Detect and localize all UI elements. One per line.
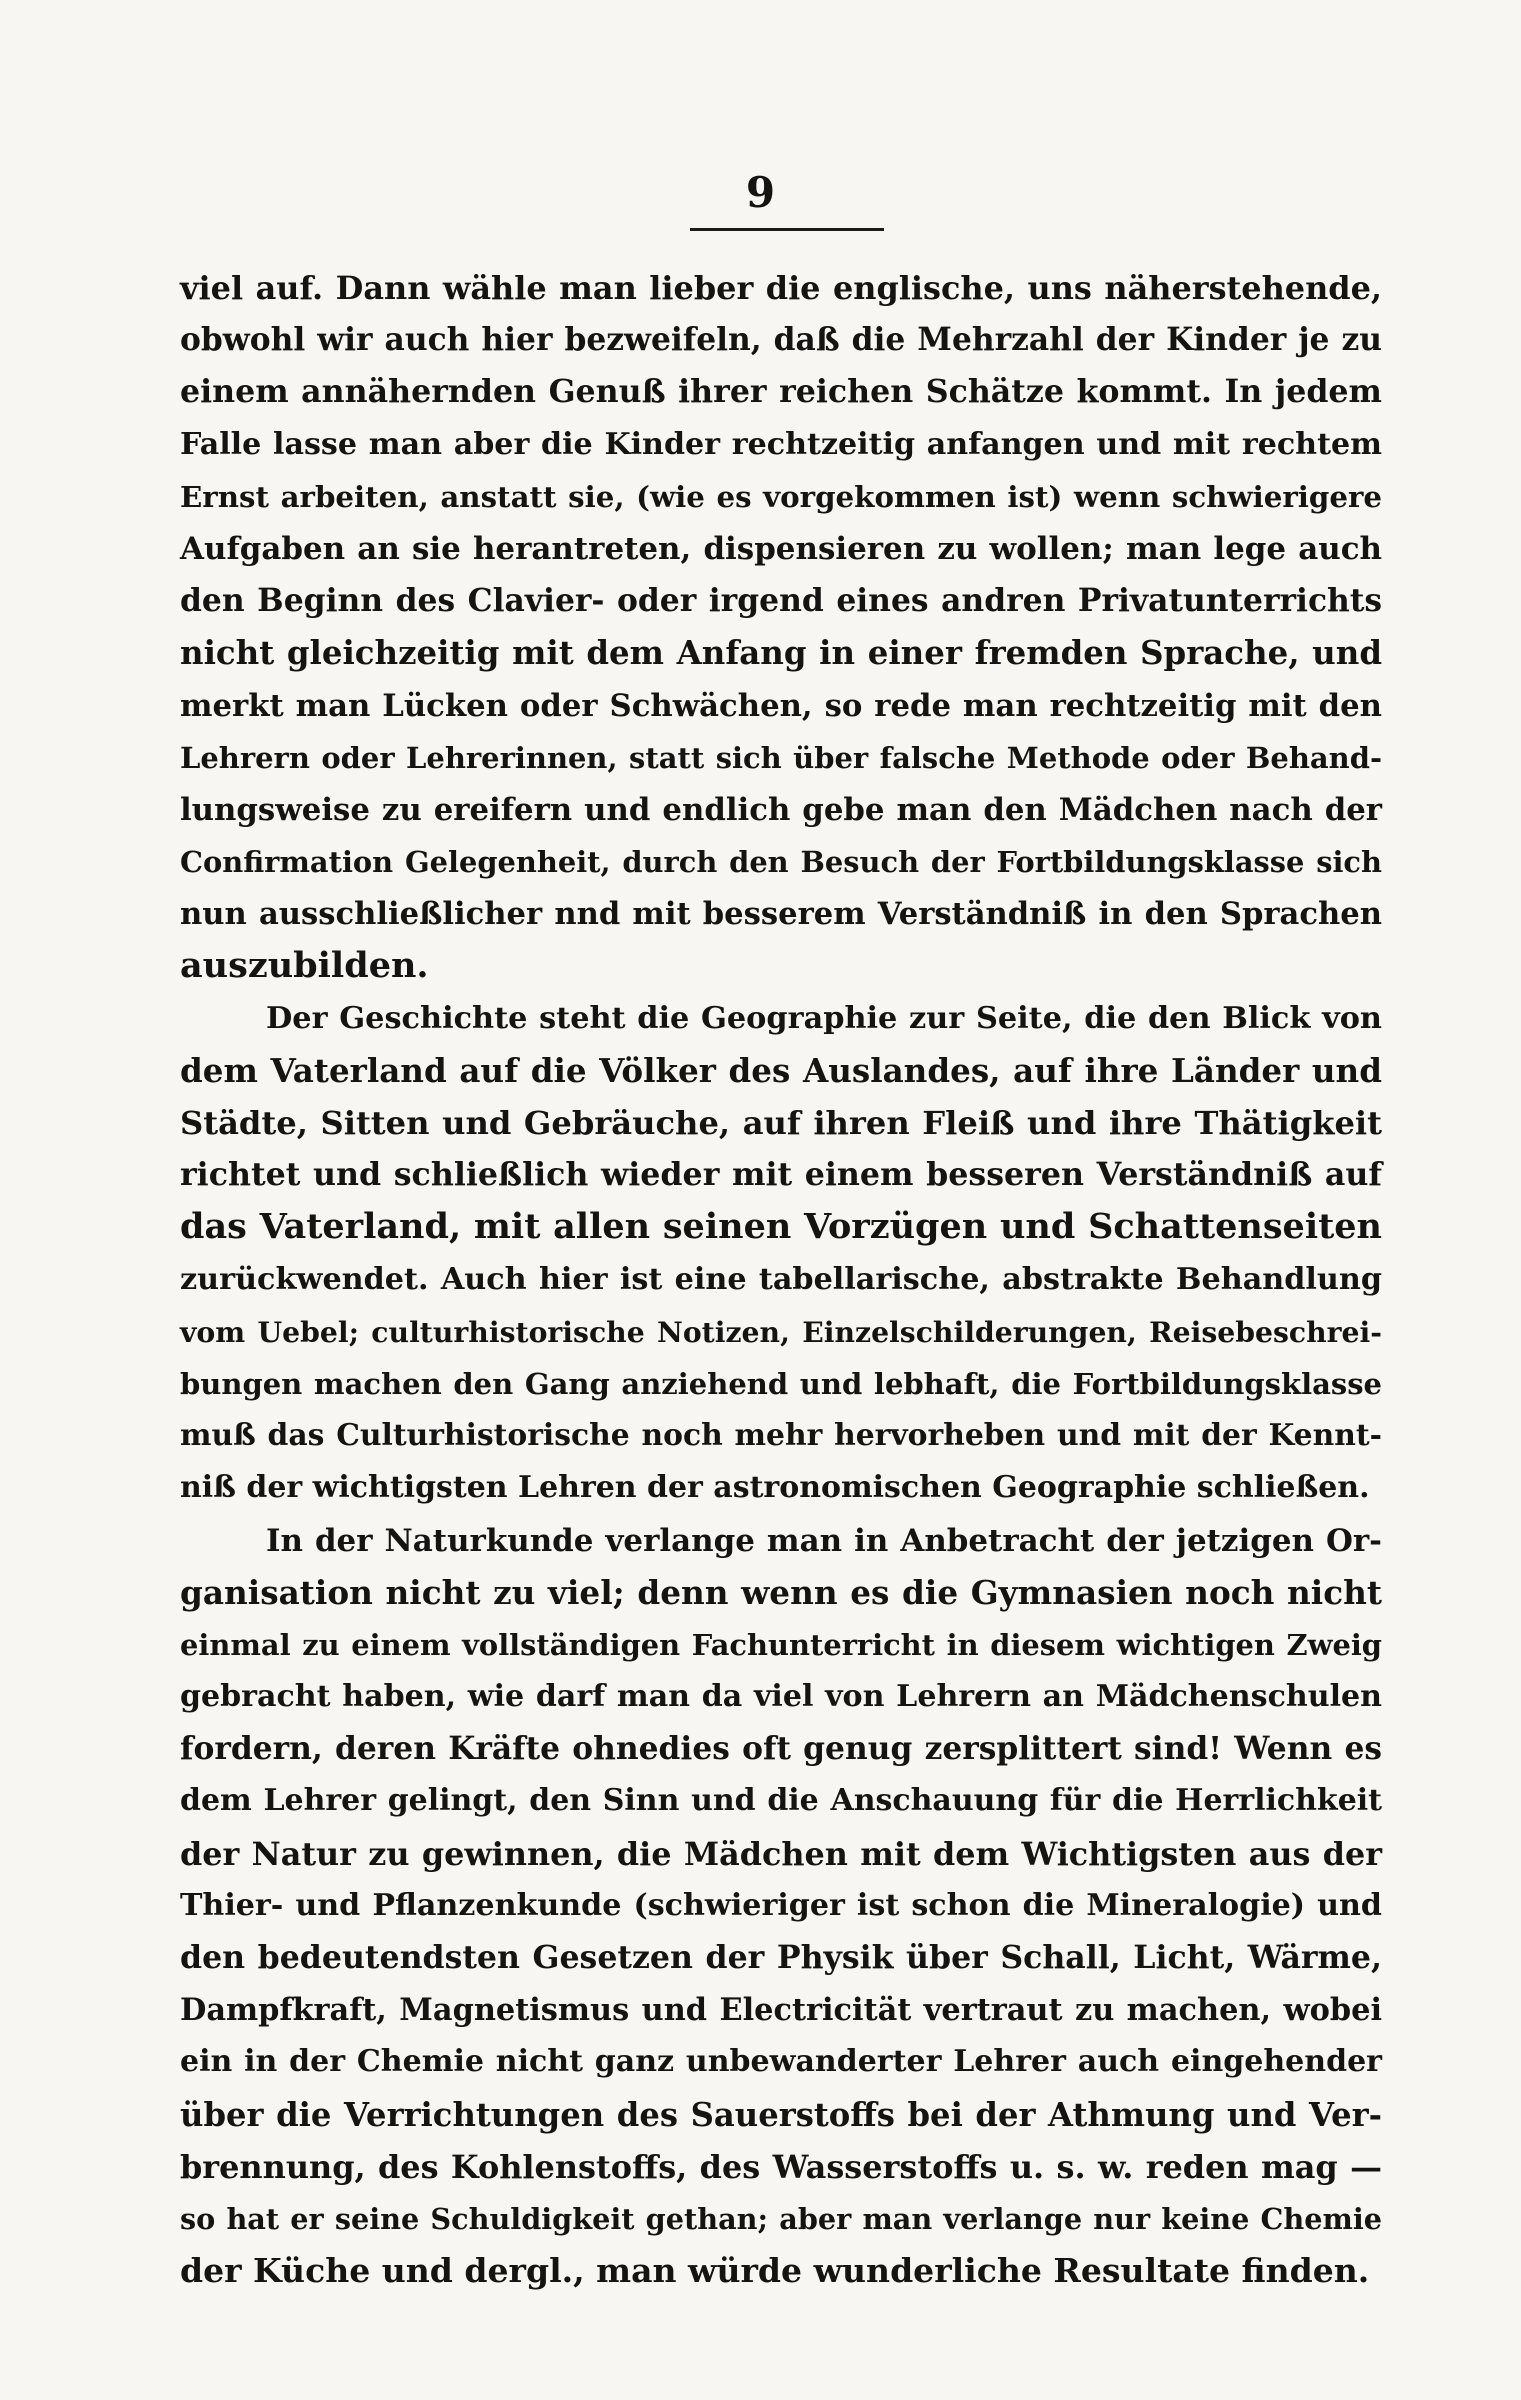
text-line: fordern, deren Kräfte ohnedies oft genug zersplittert sind! Wenn es (180, 1731, 1382, 1768)
text-line: Aufgaben an sie herantreten, dispensieren zu wollen; man lege auch (180, 530, 1382, 567)
text-line: das Vaterland, mit allen seinen Vorzügen und Schattenseiten (180, 1206, 1382, 1248)
text-line: Thier- und Pflanzenkunde (schwieriger ist schon die Mineralogie) und (180, 1887, 1382, 1923)
text-line: der Natur zu gewinnen, die Mädchen mit dem Wichtigsten aus der (180, 1834, 1382, 1873)
text-line: muß das Culturhistorische noch mehr hervorheben und mit der Kennt- (180, 1418, 1382, 1454)
text-line: gebracht haben, wie darf man da viel von Lehrern an Mädchenschulen (180, 1679, 1382, 1715)
text-line: den Beginn des Clavier- oder irgend eines andren Privatunterrichts (180, 583, 1382, 620)
text-line: brennung, des Kohlenstoffs, des Wasserstoffs u. s. w. reden mag — (180, 2147, 1382, 2186)
text-line: ein in der Chemie nicht ganz unbewanderter Lehrer auch eingehender (180, 2044, 1382, 2080)
paragraph (180, 262, 1382, 993)
body-text (180, 262, 1382, 2297)
text-line: Confirmation Gelegenheit, durch den Besuch der Fortbildungsklasse sich (180, 845, 1382, 880)
text-line: Der Geschichte steht die Geographie zur Seite, die den Blick von (266, 1000, 1382, 1036)
text-line: richtet und schließlich wieder mit einem besseren Verständniß auf (180, 1156, 1382, 1194)
text-line: vom Uebel; culturhistorische Notizen, Einzelschilderungen, Reisebeschrei- (180, 1314, 1382, 1349)
page-number: 9 (745, 168, 776, 217)
text-line: obwohl wir auch hier bezweifeln, daß die Mehrzahl der Kinder je zu (180, 322, 1382, 359)
text-line: Falle lasse man aber die Kinder rechtzeitig anfangen und mit rechtem (180, 426, 1382, 462)
text-line: dem Vaterland auf die Völker des Auslandes, auf ihre Länder und (180, 1050, 1382, 1090)
text-line: zurückwendet. Auch hier ist eine tabellarische, abstrakte Behandlung (180, 1261, 1382, 1297)
text-line: auszubilden. (180, 945, 429, 987)
text-line: merkt man Lücken oder Schwächen, so rede man rechtzeitig mit den (180, 687, 1382, 724)
text-line: der Küche und dergl., man würde wunderliche Resultate finden. (180, 2251, 1370, 2291)
text-line: bungen machen den Gang anziehend und lebhaft, die Fortbildungsklasse (180, 1366, 1382, 1401)
text-line: einem annähernden Genuß ihrer reichen Schätze kommt. In jedem (180, 373, 1382, 411)
paragraph (180, 1515, 1382, 2298)
text-line: ganisation nicht zu viel; denn wenn es die Gymnasien noch nicht (180, 1572, 1382, 1612)
text-line: niß der wichtigsten Lehren der astronomischen Geographie schließen. (180, 1470, 1370, 1506)
text-line: so hat er seine Schuldigkeit gethan; aber man verlange nur keine Chemie (180, 2201, 1382, 2236)
text-line: dem Lehrer gelingt, den Sinn und die Anschauung für die Herrlichkeit (180, 1783, 1382, 1819)
text-line: nun ausschließlicher nnd mit besserem Verständniß in den Sprachen (180, 896, 1382, 933)
text-line: viel auf. Dann wähle man lieber die englische, uns näherstehende, (180, 269, 1382, 307)
text-line: den bedeutendsten Gesetzen der Physik über Schall, Licht, Wärme, (180, 1939, 1382, 1976)
text-line: In der Naturkunde verlange man in Anbetracht der jetzigen Or- (266, 1522, 1382, 1559)
text-line: Lehrern oder Lehrerinnen, statt sich über falsche Methode oder Behand- (180, 740, 1382, 775)
text-line: Dampfkraft, Magnetismus und Electricität vertraut zu machen, wobei (180, 1992, 1382, 2029)
text-line: Ernst arbeiten, anstatt sie, (wie es vorgekommen ist) wenn schwierigere (180, 479, 1382, 514)
text-line: über die Verrichtungen des Sauerstoffs bei der Athmung und Ver- (180, 2095, 1382, 2134)
paragraph (180, 993, 1382, 1515)
text-line: einmal zu einem vollständigen Fachunterricht in diesem wichtigen Zweig (180, 1627, 1382, 1662)
header-rule (690, 228, 884, 231)
text-line: lungsweise zu ereifern und endlich gebe man den Mädchen nach der (180, 791, 1382, 828)
text-line: nicht gleichzeitig mit dem Anfang in einer fremden Sprache, und (180, 634, 1382, 673)
text-line: Städte, Sitten und Gebräuche, auf ihren Fleiß und ihre Thätigkeit (180, 1104, 1382, 1142)
